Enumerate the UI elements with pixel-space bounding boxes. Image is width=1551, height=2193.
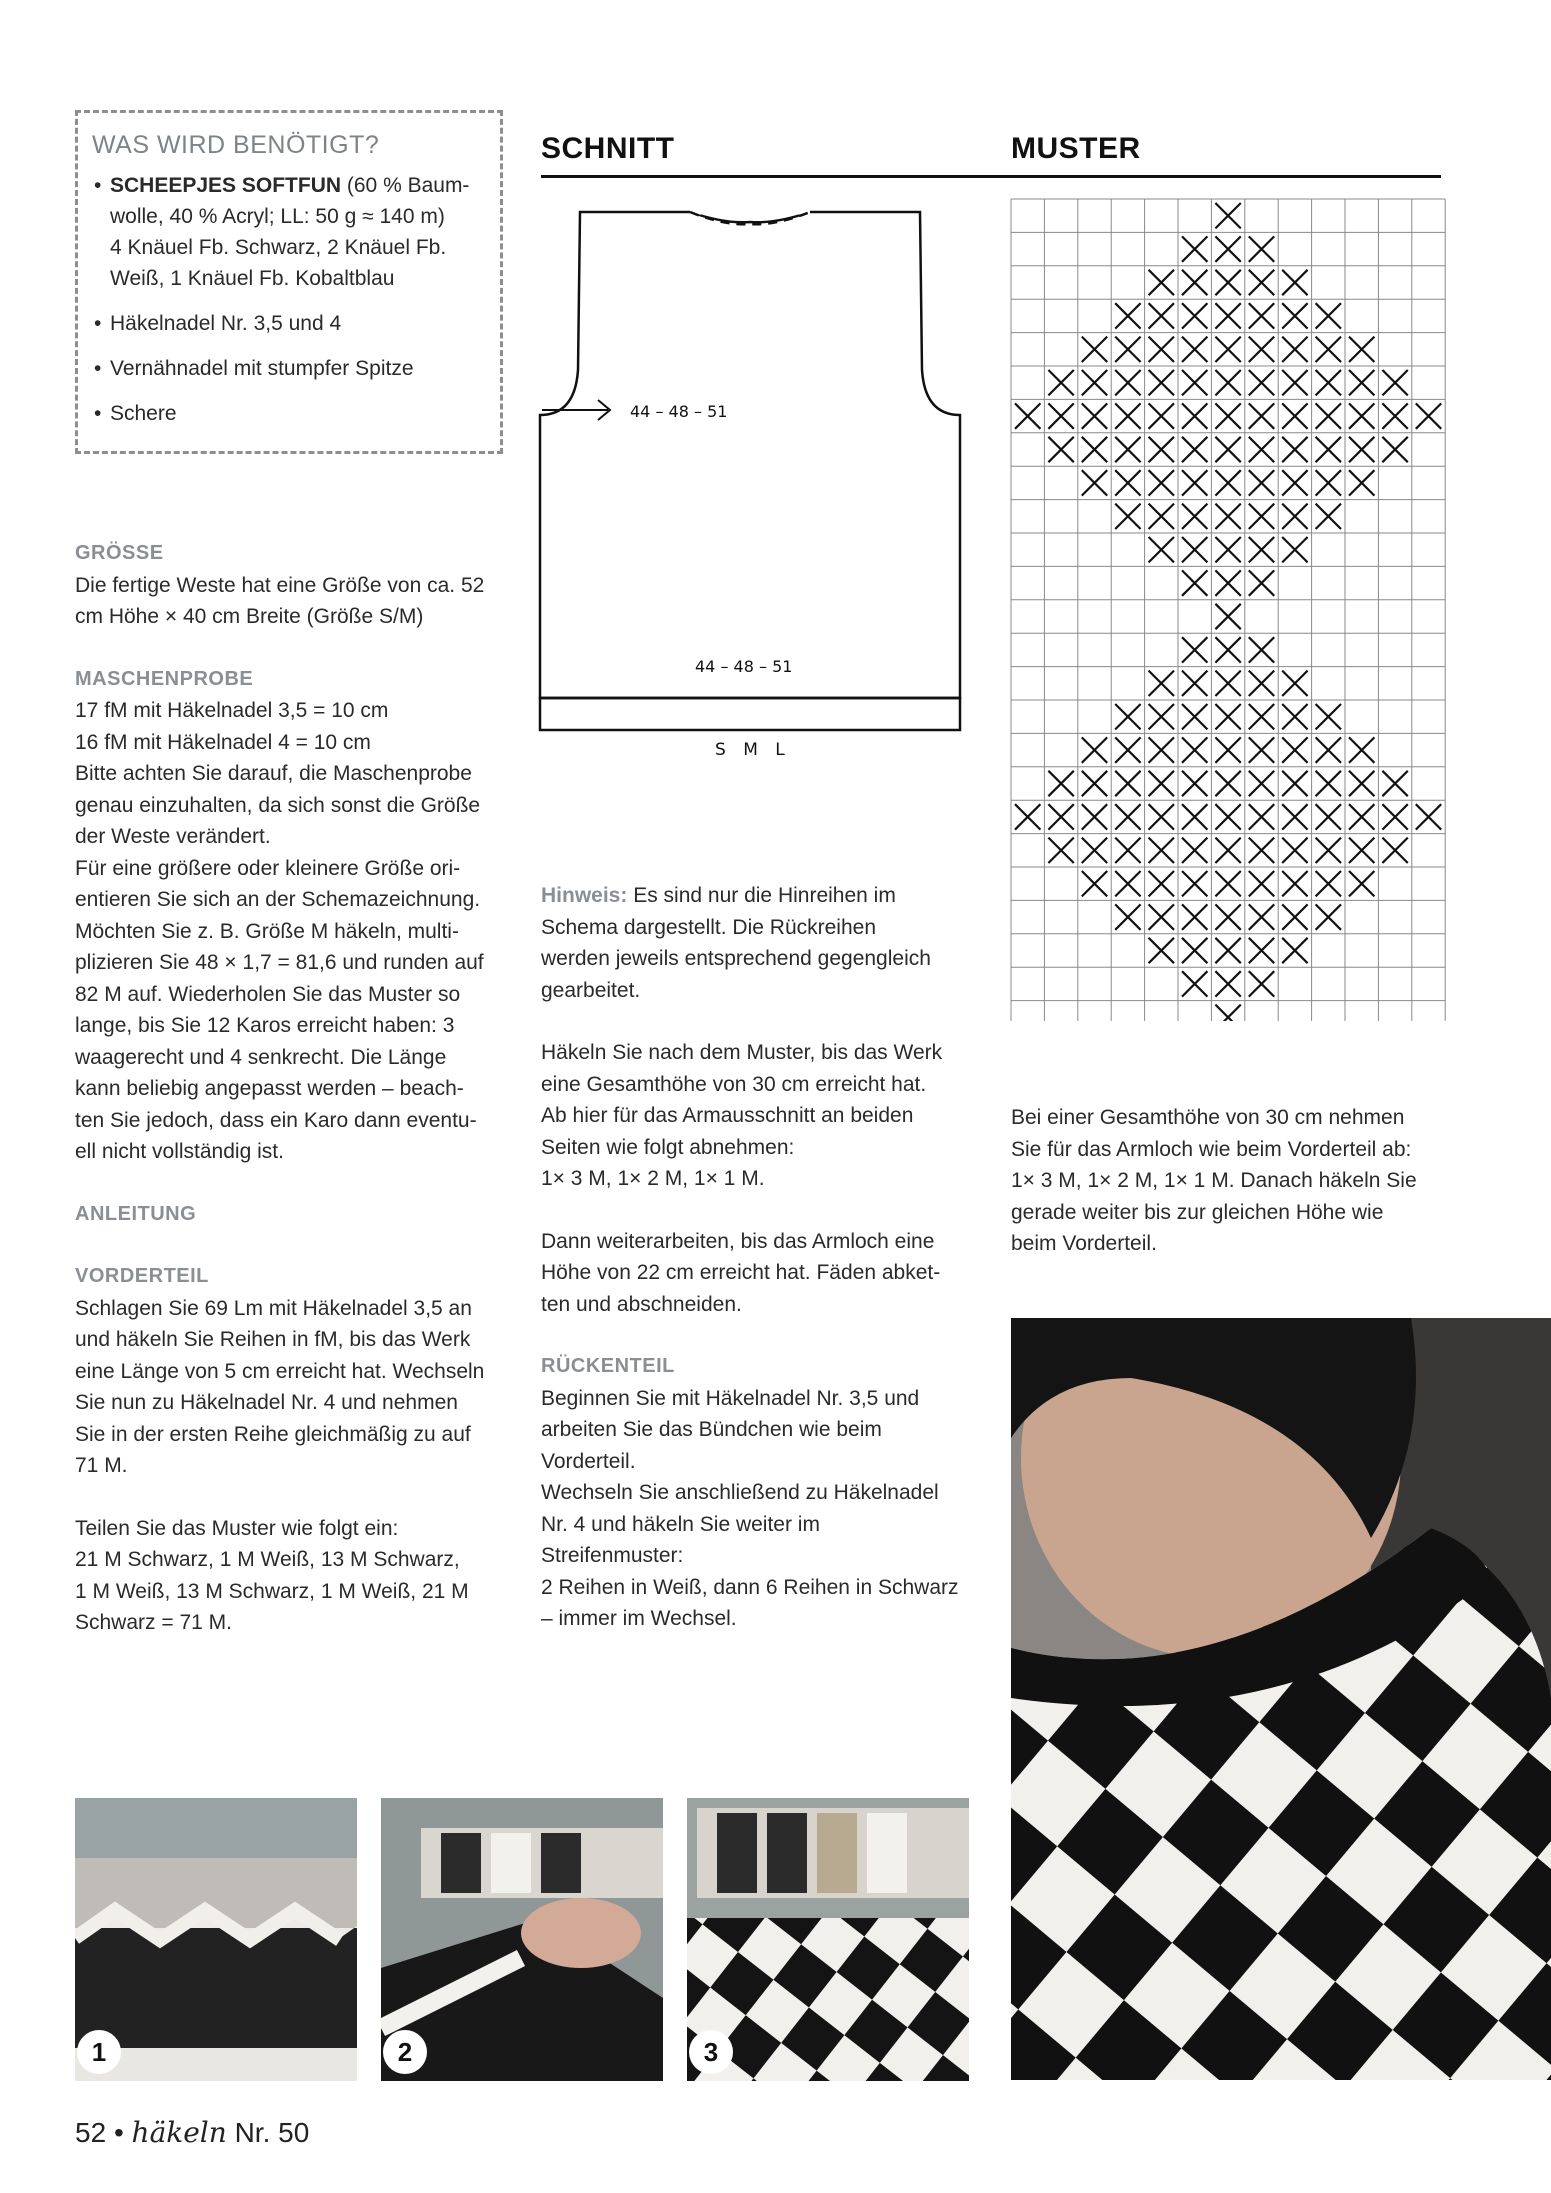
stitch-x	[1282, 504, 1307, 529]
stitch-x	[1249, 303, 1274, 328]
hem-band	[540, 698, 960, 730]
stitch-x	[1115, 470, 1140, 495]
left-column-text	[75, 538, 505, 1639]
stitch-x	[1149, 871, 1174, 896]
instruction-line: Seiten wie folgt abnehmen:	[541, 1135, 795, 1159]
right-text-line: gerade weiter bis zur gleichen Höhe wie	[1011, 1200, 1384, 1224]
maschenprobe-line: der Weste verändert.	[75, 825, 271, 848]
yarn-detail-3: 4 Knäuel Fb. Schwarz, 2 Knäuel Fb.	[110, 236, 447, 259]
hinweis-label: Hinweis:	[541, 884, 628, 907]
stitch-x	[1282, 771, 1307, 796]
stitch-x	[1282, 403, 1307, 428]
stitch-x	[1149, 737, 1174, 762]
stitch-x	[1215, 370, 1240, 395]
materials-item-needle: • Vernähnadel mit stumpfer Spitze	[92, 353, 486, 384]
vorderteil-line: Sie nun zu Häkelnadel Nr. 4 und nehmen	[75, 1391, 458, 1414]
stitch-x	[1249, 938, 1274, 963]
maschenprobe-line: Möchten Sie z. B. Größe M häkeln, multi-	[75, 919, 459, 943]
rueckenteil-line: Nr. 4 und häkeln Sie weiter im	[541, 1512, 820, 1536]
stitch-x	[1149, 403, 1174, 428]
stitch-x	[1316, 771, 1341, 796]
photo-number-2: 2	[383, 2030, 427, 2074]
maschenprobe-line: Für eine größere oder kleinere Größe ori-	[75, 856, 461, 880]
muster-heading: MUSTER	[1011, 132, 1141, 165]
stitch-x	[1316, 871, 1341, 896]
stitch-x	[1082, 838, 1107, 863]
maschenprobe-line: kann beliebig angepasst werden – beach-	[75, 1077, 464, 1100]
stitch-x	[1048, 804, 1073, 829]
stitch-x	[1015, 403, 1040, 428]
rueckenteil-line: Beginnen Sie mit Häkelnadel Nr. 3,5 und	[541, 1386, 920, 1410]
rueckenteil-heading: RÜCKENTEIL	[541, 1355, 675, 1377]
stitch-x	[1115, 804, 1140, 829]
process-photo-2	[381, 1798, 663, 2081]
stitch-x	[1182, 704, 1207, 729]
rueckenteil-line: – immer im Wechsel.	[541, 1607, 737, 1630]
stitch-x	[1282, 804, 1307, 829]
width-top-label: 44 – 48 – 51	[630, 402, 728, 421]
stitch-x	[1316, 904, 1341, 929]
stitch-x	[1416, 804, 1441, 829]
stitch-x	[1282, 704, 1307, 729]
model-photo	[1011, 1318, 1551, 2080]
stitch-x	[1082, 804, 1107, 829]
stitch-x	[1316, 737, 1341, 762]
instruction-line: ten und abschneiden.	[541, 1292, 742, 1316]
page-number: 52	[75, 2117, 107, 2148]
stitch-x	[1249, 537, 1274, 562]
stitch-x	[1282, 838, 1307, 863]
yarn-detail-2: wolle, 40 % Acryl; LL: 50 g ≈ 140 m)	[110, 205, 445, 228]
stitch-x	[1215, 236, 1240, 261]
stitch-x	[1182, 771, 1207, 796]
right-text-line: Sie für das Armloch wie beim Vorderteil ab:	[1011, 1137, 1412, 1161]
stitch-x	[1115, 504, 1140, 529]
stitch-x	[1215, 904, 1240, 929]
stitch-x	[1282, 370, 1307, 395]
stitch-x	[1215, 737, 1240, 762]
muster-chart	[1008, 196, 1448, 1021]
stitch-x	[1349, 337, 1374, 362]
stitch-x	[1249, 904, 1274, 929]
rueckenteil-line: Streifenmuster:	[541, 1544, 684, 1567]
stitch-x	[1149, 904, 1174, 929]
vorderteil-line: 71 M.	[75, 1454, 128, 1477]
stitch-x	[1249, 737, 1274, 762]
stitch-x	[1082, 403, 1107, 428]
instruction-line: eine Gesamthöhe von 30 cm erreicht hat.	[541, 1072, 927, 1096]
stitch-x	[1182, 370, 1207, 395]
stitch-x	[1015, 804, 1040, 829]
stitch-x	[1249, 704, 1274, 729]
yarn-name: SCHEEPJES SOFTFUN	[110, 174, 342, 197]
stitch-x	[1048, 838, 1073, 863]
stitch-x	[1316, 337, 1341, 362]
stitch-x	[1316, 504, 1341, 529]
instruction-line: Dann weiterarbeiten, bis das Armloch eine	[541, 1229, 935, 1253]
stitch-x	[1282, 437, 1307, 462]
process-photo-2-illustration	[381, 1798, 663, 2081]
stitch-x	[1115, 437, 1140, 462]
stitch-x	[1182, 838, 1207, 863]
stitch-x	[1249, 370, 1274, 395]
stitch-x	[1249, 337, 1274, 362]
stitch-x	[1282, 270, 1307, 295]
stitch-x	[1149, 337, 1174, 362]
stitch-x	[1349, 771, 1374, 796]
maschenprobe-line: 16 fM mit Häkelnadel 4 = 10 cm	[75, 730, 371, 754]
stitch-x	[1149, 504, 1174, 529]
stitch-x	[1316, 437, 1341, 462]
materials-item-hook: • Häkelnadel Nr. 3,5 und 4	[92, 308, 486, 339]
vorderteil-line: Teilen Sie das Muster wie folgt ein:	[75, 1516, 399, 1540]
stitch-x	[1215, 403, 1240, 428]
stitch-x	[1215, 604, 1240, 629]
maschenprobe-line: genau einzuhalten, da sich sonst die Größe	[75, 793, 481, 817]
stitch-x	[1282, 904, 1307, 929]
yarn-detail-4: Weiß, 1 Knäuel Fb. Kobaltblau	[110, 267, 395, 290]
stitch-x	[1215, 504, 1240, 529]
stitch-x	[1182, 938, 1207, 963]
instruction-line: 1× 3 M, 1× 2 M, 1× 1 M.	[541, 1167, 765, 1190]
rueckenteil-line: Wechseln Sie anschließend zu Häkelnadel	[541, 1481, 939, 1504]
stitch-x	[1249, 671, 1274, 696]
stitch-x	[1282, 871, 1307, 896]
stitch-x	[1349, 737, 1374, 762]
stitch-x	[1382, 838, 1407, 863]
stitch-x	[1115, 838, 1140, 863]
maschenprobe-line: ten Sie jedoch, dass ein Karo dann eventu-	[75, 1108, 477, 1132]
stitch-x	[1149, 437, 1174, 462]
stitch-x	[1382, 804, 1407, 829]
stitch-x	[1082, 337, 1107, 362]
stitch-x	[1249, 771, 1274, 796]
schnitt-heading: SCHNITT	[541, 132, 675, 165]
stitch-x	[1249, 437, 1274, 462]
stitch-x	[1149, 804, 1174, 829]
groesse-heading: GRÖSSE	[75, 542, 164, 564]
photo-number-3: 3	[689, 2030, 733, 2074]
materials-item-scissors: • Schere	[92, 398, 486, 429]
stitch-x	[1349, 804, 1374, 829]
materials-title: WAS WIRD BENÖTIGT?	[92, 131, 380, 159]
instruction-line: Häkeln Sie nach dem Muster, bis das Werk	[541, 1041, 943, 1064]
vorderteil-line: und häkeln Sie Reihen in fM, bis das Werk	[75, 1328, 471, 1351]
stitch-x	[1115, 303, 1140, 328]
stitch-x	[1249, 570, 1274, 595]
stitch-x	[1215, 537, 1240, 562]
vorderteil-line: Sie in der ersten Reihe gleichmäßig zu auf	[75, 1422, 471, 1446]
materials-list	[92, 170, 486, 429]
stitch-x	[1048, 403, 1073, 428]
stitch-x	[1282, 470, 1307, 495]
stitch-x	[1215, 704, 1240, 729]
vorderteil-line: Schwarz = 71 M.	[75, 1611, 232, 1634]
process-photo-1	[75, 1798, 357, 2081]
stitch-x	[1215, 804, 1240, 829]
stitch-x	[1182, 504, 1207, 529]
hinweis-line: gearbeitet.	[541, 978, 641, 1002]
maschenprobe-line: lange, bis Sie 12 Karos erreicht haben: 3	[75, 1014, 455, 1037]
vorderteil-line: 21 M Schwarz, 1 M Weiß, 13 M Schwarz,	[75, 1548, 460, 1571]
stitch-x	[1215, 1005, 1240, 1021]
stitch-x	[1215, 771, 1240, 796]
stitch-x	[1048, 771, 1073, 796]
stitch-x	[1182, 303, 1207, 328]
stitch-x	[1115, 403, 1140, 428]
stitch-x	[1182, 637, 1207, 662]
stitch-x	[1149, 671, 1174, 696]
materials-box	[75, 110, 503, 454]
stitch-x	[1182, 437, 1207, 462]
stitch-x	[1416, 403, 1441, 428]
rueckenteil-line: 2 Reihen in Weiß, dann 6 Reihen in Schwarz	[541, 1575, 959, 1599]
maschenprobe-line: 82 M auf. Wiederholen Sie das Muster so	[75, 982, 461, 1006]
stitch-x	[1316, 804, 1341, 829]
photo-number-1: 1	[77, 2030, 121, 2074]
stitch-x	[1048, 437, 1073, 462]
maschenprobe-line: waagerecht und 4 senkrecht. Die Länge	[75, 1045, 447, 1069]
hinweis-line: werden jeweils entsprechend gegengleich	[541, 947, 931, 970]
stitch-x	[1115, 904, 1140, 929]
stitch-x	[1215, 938, 1240, 963]
right-text-line: beim Vorderteil.	[1011, 1232, 1157, 1255]
instruction-line: Ab hier für das Armausschnitt an beiden	[541, 1104, 914, 1127]
stitch-x	[1182, 737, 1207, 762]
stitch-x	[1316, 303, 1341, 328]
stitch-x	[1249, 637, 1274, 662]
maschenprobe-line: plizieren Sie 48 × 1,7 = 81,6 und runden auf	[75, 951, 484, 974]
hinweis-line: Schema dargestellt. Die Rückreihen	[541, 915, 876, 939]
stitch-x	[1249, 971, 1274, 996]
stitch-x	[1215, 437, 1240, 462]
stitch-x	[1349, 871, 1374, 896]
stitch-x	[1115, 370, 1140, 395]
stitch-x	[1149, 370, 1174, 395]
stitch-x	[1249, 504, 1274, 529]
magazine-brand: häkeln	[131, 2116, 227, 2149]
stitch-x	[1149, 938, 1174, 963]
hinweis-line: Es sind nur die Hinreihen im	[627, 884, 896, 907]
stitch-x	[1082, 470, 1107, 495]
schnitt-diagram	[530, 190, 970, 770]
page-footer	[75, 2116, 309, 2149]
issue-number: Nr. 50	[234, 2117, 310, 2148]
stitch-x	[1382, 437, 1407, 462]
stitch-x	[1349, 403, 1374, 428]
stitch-x	[1082, 871, 1107, 896]
anleitung-heading: ANLEITUNG	[75, 1202, 197, 1225]
stitch-x	[1215, 671, 1240, 696]
vorderteil-heading: VORDERTEIL	[75, 1265, 209, 1287]
stitch-x	[1282, 537, 1307, 562]
stitch-x	[1215, 971, 1240, 996]
width-bottom-label: 44 – 48 – 51	[695, 657, 793, 676]
stitch-x	[1249, 270, 1274, 295]
stitch-x	[1182, 403, 1207, 428]
right-text-line: 1× 3 M, 1× 2 M, 1× 1 M. Danach häkeln Sie	[1011, 1169, 1417, 1192]
stitch-x	[1282, 737, 1307, 762]
maschenprobe-line: Bitte achten Sie darauf, die Maschenprobe	[75, 762, 472, 785]
stitch-x	[1215, 303, 1240, 328]
stitch-x	[1149, 838, 1174, 863]
maschenprobe-line: ell nicht vollständig ist.	[75, 1140, 284, 1163]
stitch-x	[1282, 938, 1307, 963]
footer-bullet: •	[113, 2117, 132, 2148]
stitch-x	[1182, 270, 1207, 295]
right-column-text	[1011, 1102, 1441, 1260]
stitch-x	[1182, 470, 1207, 495]
stitch-x	[1082, 437, 1107, 462]
stitch-x	[1316, 403, 1341, 428]
stitch-x	[1215, 470, 1240, 495]
vorderteil-line: eine Länge von 5 cm erreicht hat. Wechseln	[75, 1359, 485, 1383]
vorderteil-line: 1 M Weiß, 13 M Schwarz, 1 M Weiß, 21 M	[75, 1579, 469, 1603]
materials-item-yarn	[92, 170, 486, 294]
right-text-line: Bei einer Gesamthöhe von 30 cm nehmen	[1011, 1106, 1405, 1129]
stitch-x	[1182, 904, 1207, 929]
stitch-x	[1182, 971, 1207, 996]
stitch-x	[1182, 570, 1207, 595]
stitch-x	[1149, 270, 1174, 295]
stitch-x	[1149, 771, 1174, 796]
size-labels: S M L	[715, 740, 791, 760]
rueckenteil-line: Vorderteil.	[541, 1449, 636, 1473]
maschenprobe-line: 17 fM mit Häkelnadel 3,5 = 10 cm	[75, 699, 389, 722]
stitch-x	[1249, 838, 1274, 863]
stitch-x	[1349, 470, 1374, 495]
stitch-x	[1149, 303, 1174, 328]
groesse-line: cm Höhe × 40 cm Breite (Größe S/M)	[75, 605, 424, 628]
stitch-x	[1115, 704, 1140, 729]
stitch-x	[1382, 370, 1407, 395]
stitch-x	[1215, 570, 1240, 595]
middle-column-text	[541, 880, 971, 1635]
model-photo-illustration	[1011, 1318, 1551, 2080]
stitch-x	[1382, 771, 1407, 796]
groesse-line: Die fertige Weste hat eine Größe von ca. 52	[75, 573, 485, 597]
stitch-x	[1115, 337, 1140, 362]
heading-rule	[541, 175, 1441, 178]
stitch-x	[1115, 771, 1140, 796]
maschenprobe-heading: MASCHENPROBE	[75, 667, 254, 690]
stitch-x	[1349, 437, 1374, 462]
stitch-x	[1215, 203, 1240, 228]
stitch-x	[1182, 537, 1207, 562]
stitch-x	[1282, 671, 1307, 696]
process-photo-3-illustration	[687, 1798, 969, 2081]
stitch-x	[1249, 470, 1274, 495]
stitch-x	[1282, 303, 1307, 328]
stitch-x	[1316, 704, 1341, 729]
stitch-x	[1215, 838, 1240, 863]
stitch-x	[1349, 370, 1374, 395]
stitch-x	[1082, 370, 1107, 395]
stitch-x	[1316, 370, 1341, 395]
stitch-x	[1316, 838, 1341, 863]
stitch-x	[1182, 804, 1207, 829]
stitch-x	[1249, 236, 1274, 261]
rueckenteil-line: arbeiten Sie das Bündchen wie beim	[541, 1418, 882, 1441]
stitch-x	[1082, 771, 1107, 796]
stitch-x	[1249, 403, 1274, 428]
stitch-x	[1149, 537, 1174, 562]
stitch-x	[1249, 871, 1274, 896]
vorderteil-line: Schlagen Sie 69 Lm mit Häkelnadel 3,5 an	[75, 1296, 472, 1320]
stitch-x	[1215, 337, 1240, 362]
stitch-x	[1115, 871, 1140, 896]
stitch-x	[1115, 737, 1140, 762]
vest-outline	[540, 212, 960, 698]
stitch-x	[1316, 470, 1341, 495]
yarn-detail-1: (60 % Baum-	[341, 174, 470, 197]
instruction-line: Höhe von 22 cm erreicht hat. Fäden abket-	[541, 1261, 941, 1284]
stitch-x	[1182, 236, 1207, 261]
stitch-x	[1182, 337, 1207, 362]
process-photo-1-illustration	[75, 1798, 357, 2081]
stitch-x	[1082, 737, 1107, 762]
stitch-x	[1182, 871, 1207, 896]
process-photo-3	[687, 1798, 969, 2081]
stitch-x	[1282, 337, 1307, 362]
maschenprobe-line: entieren Sie sich an der Schemazeichnung.	[75, 888, 481, 911]
stitch-x	[1048, 370, 1073, 395]
stitch-x	[1249, 804, 1274, 829]
stitch-x	[1215, 871, 1240, 896]
stitch-x	[1215, 637, 1240, 662]
stitch-x	[1349, 838, 1374, 863]
stitch-x	[1215, 270, 1240, 295]
stitch-x	[1382, 403, 1407, 428]
stitch-x	[1182, 671, 1207, 696]
stitch-x	[1149, 704, 1174, 729]
stitch-x	[1149, 470, 1174, 495]
